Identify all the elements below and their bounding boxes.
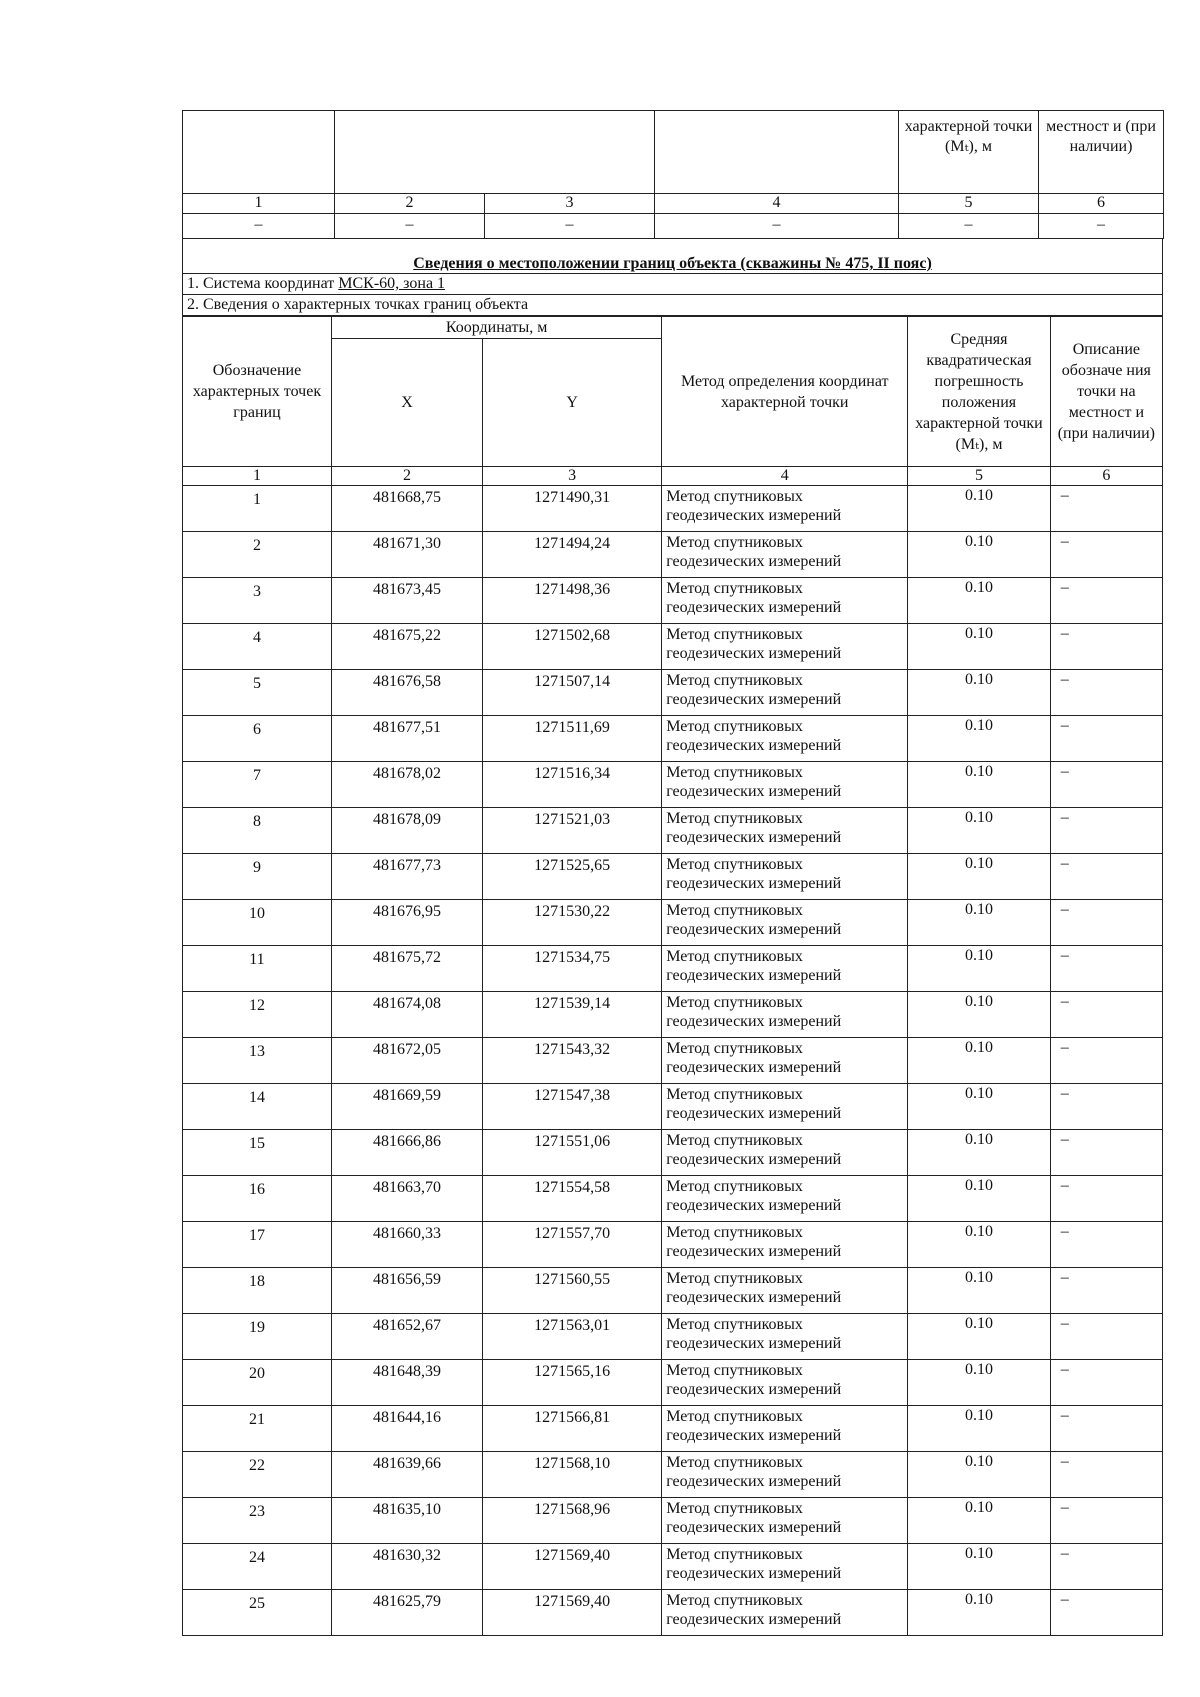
description-cell: –	[1050, 1130, 1162, 1176]
table-row	[183, 716, 1163, 762]
prev-header-description: местност и (при наличии)	[1039, 111, 1164, 194]
method-cell: Метод спутниковых геодезических измерений	[662, 1498, 908, 1544]
description-cell: –	[1050, 1084, 1162, 1130]
previous-table-number-row	[183, 194, 1164, 214]
coord-y: 1271502,68	[483, 624, 662, 670]
method-cell: Метод спутниковых геодезических измерений	[662, 992, 908, 1038]
table-row	[183, 1360, 1163, 1406]
table-row	[183, 486, 1163, 532]
coord-x: 481678,02	[331, 762, 482, 808]
method-cell: Метод спутниковых геодезических измерений	[662, 486, 908, 532]
description-cell: –	[1050, 486, 1162, 532]
point-number: 8	[183, 808, 332, 854]
coordinate-system-value: МСК-60, зона 1	[338, 275, 446, 292]
coord-y: 1271565,16	[483, 1360, 662, 1406]
coord-y: 1271525,65	[483, 854, 662, 900]
section-header	[182, 239, 1163, 316]
coord-y: 1271521,03	[483, 808, 662, 854]
header-description: Описание обозначе ния точки на местност и (при наличии)	[1050, 317, 1162, 467]
point-number: 13	[183, 1038, 332, 1084]
prev-col-number: 5	[899, 194, 1039, 214]
table-row	[183, 578, 1163, 624]
prev-dash-cell: –	[655, 214, 899, 239]
coord-y: 1271563,01	[483, 1314, 662, 1360]
prev-col-number: 4	[655, 194, 899, 214]
coord-x: 481676,95	[331, 900, 482, 946]
point-number: 11	[183, 946, 332, 992]
prev-col-number: 6	[1039, 194, 1164, 214]
point-number: 19	[183, 1314, 332, 1360]
point-number: 21	[183, 1406, 332, 1452]
point-number: 2	[183, 532, 332, 578]
coord-x: 481666,86	[331, 1130, 482, 1176]
description-cell: –	[1050, 670, 1162, 716]
prev-header-accuracy: характерной точки (Mₜ), м	[899, 111, 1039, 194]
table-row	[183, 992, 1163, 1038]
table-row	[183, 808, 1163, 854]
coord-x: 481668,75	[331, 486, 482, 532]
coord-x: 481676,58	[331, 670, 482, 716]
description-cell: –	[1050, 578, 1162, 624]
coord-y: 1271494,24	[483, 532, 662, 578]
coord-x: 481672,05	[331, 1038, 482, 1084]
table-row	[183, 1176, 1163, 1222]
coord-x: 481639,66	[331, 1452, 482, 1498]
table-row	[183, 532, 1163, 578]
point-number: 9	[183, 854, 332, 900]
point-number: 5	[183, 670, 332, 716]
method-cell: Метод спутниковых геодезических измерений	[662, 762, 908, 808]
coord-y: 1271568,96	[483, 1498, 662, 1544]
table-row	[183, 1314, 1163, 1360]
point-number: 7	[183, 762, 332, 808]
point-number: 12	[183, 992, 332, 1038]
method-cell: Метод спутниковых геодезических измерений	[662, 854, 908, 900]
accuracy-cell: 0.10	[908, 992, 1050, 1038]
coord-x: 481673,45	[331, 578, 482, 624]
column-number: 1	[183, 467, 332, 486]
accuracy-cell: 0.10	[908, 1544, 1050, 1590]
method-cell: Метод спутниковых геодезических измерений	[662, 670, 908, 716]
description-cell: –	[1050, 1314, 1162, 1360]
coord-x: 481663,70	[331, 1176, 482, 1222]
coord-x: 481671,30	[331, 532, 482, 578]
prev-dash-cell: –	[1039, 214, 1164, 239]
prev-dash-cell: –	[335, 214, 485, 239]
previous-table-header-row	[183, 111, 1164, 194]
point-number: 23	[183, 1498, 332, 1544]
prev-header-cell-1	[183, 111, 335, 194]
point-number: 4	[183, 624, 332, 670]
accuracy-cell: 0.10	[908, 1452, 1050, 1498]
accuracy-cell: 0.10	[908, 1498, 1050, 1544]
prev-dash-cell: –	[899, 214, 1039, 239]
boundary-points-table	[182, 316, 1163, 1636]
description-cell: –	[1050, 1544, 1162, 1590]
header-method: Метод определения координат характерной точки	[662, 317, 908, 467]
table-body	[183, 486, 1163, 1636]
method-cell: Метод спутниковых геодезических измерений	[662, 1452, 908, 1498]
coord-x: 481635,10	[331, 1498, 482, 1544]
description-cell: –	[1050, 946, 1162, 992]
column-number: 6	[1050, 467, 1162, 486]
accuracy-cell: 0.10	[908, 1360, 1050, 1406]
accuracy-cell: 0.10	[908, 1084, 1050, 1130]
method-cell: Метод спутниковых геодезических измерений	[662, 1084, 908, 1130]
description-cell: –	[1050, 624, 1162, 670]
table-row	[183, 1406, 1163, 1452]
method-cell: Метод спутниковых геодезических измерений	[662, 1176, 908, 1222]
table-row	[183, 624, 1163, 670]
table-row	[183, 1590, 1163, 1636]
table-row	[183, 946, 1163, 992]
method-cell: Метод спутниковых геодезических измерений	[662, 624, 908, 670]
section-title: Сведения о местоположении границ объекта (скважины № 475, II пояс)	[183, 239, 1163, 274]
table-row	[183, 1084, 1163, 1130]
accuracy-cell: 0.10	[908, 532, 1050, 578]
coord-x: 481656,59	[331, 1268, 482, 1314]
coord-x: 481675,72	[331, 946, 482, 992]
previous-table-dash-row	[183, 214, 1164, 239]
coord-y: 1271560,55	[483, 1268, 662, 1314]
prev-dash-cell: –	[183, 214, 335, 239]
coord-x: 481678,09	[331, 808, 482, 854]
description-cell: –	[1050, 1498, 1162, 1544]
column-number-row	[183, 467, 1163, 486]
accuracy-cell: 0.10	[908, 1268, 1050, 1314]
coord-x: 481675,22	[331, 624, 482, 670]
accuracy-cell: 0.10	[908, 670, 1050, 716]
accuracy-cell: 0.10	[908, 900, 1050, 946]
prev-header-cell-2	[335, 111, 655, 194]
column-number: 3	[483, 467, 662, 486]
accuracy-cell: 0.10	[908, 624, 1050, 670]
accuracy-cell: 0.10	[908, 486, 1050, 532]
column-number: 2	[331, 467, 482, 486]
accuracy-cell: 0.10	[908, 1130, 1050, 1176]
description-cell: –	[1050, 900, 1162, 946]
point-number: 14	[183, 1084, 332, 1130]
coord-x: 481677,51	[331, 716, 482, 762]
point-number: 6	[183, 716, 332, 762]
table-row	[183, 1544, 1163, 1590]
accuracy-cell: 0.10	[908, 762, 1050, 808]
coord-x: 481674,08	[331, 992, 482, 1038]
method-cell: Метод спутниковых геодезических измерений	[662, 1590, 908, 1636]
description-cell: –	[1050, 1176, 1162, 1222]
accuracy-cell: 0.10	[908, 1038, 1050, 1084]
description-cell: –	[1050, 854, 1162, 900]
description-cell: –	[1050, 1452, 1162, 1498]
method-cell: Метод спутниковых геодезических измерений	[662, 900, 908, 946]
description-cell: –	[1050, 1222, 1162, 1268]
accuracy-cell: 0.10	[908, 1406, 1050, 1452]
prev-col-number: 2	[335, 194, 485, 214]
method-cell: Метод спутниковых геодезических измерений	[662, 1406, 908, 1452]
method-cell: Метод спутниковых геодезических измерений	[662, 578, 908, 624]
method-cell: Метод спутниковых геодезических измерений	[662, 1314, 908, 1360]
table-row	[183, 1452, 1163, 1498]
table-row	[183, 1130, 1163, 1176]
method-cell: Метод спутниковых геодезических измерений	[662, 1038, 908, 1084]
description-cell: –	[1050, 1590, 1162, 1636]
header-accuracy: Средняя квадратическая погрешность положения характерной точки (Mₜ), м	[908, 317, 1050, 467]
method-cell: Метод спутниковых геодезических измерений	[662, 716, 908, 762]
header-point-label: Обозначение характерных точек границ	[183, 317, 332, 467]
prev-col-number: 3	[485, 194, 655, 214]
table-row	[183, 1268, 1163, 1314]
table-row	[183, 900, 1163, 946]
table-row	[183, 1498, 1163, 1544]
point-number: 3	[183, 578, 332, 624]
description-cell: –	[1050, 762, 1162, 808]
table-row	[183, 854, 1163, 900]
prev-col-number: 1	[183, 194, 335, 214]
method-cell: Метод спутниковых геодезических измерений	[662, 946, 908, 992]
coord-x: 481652,67	[331, 1314, 482, 1360]
description-cell: –	[1050, 532, 1162, 578]
point-number: 25	[183, 1590, 332, 1636]
coord-x: 481644,16	[331, 1406, 482, 1452]
coord-x: 481648,39	[331, 1360, 482, 1406]
previous-table-continuation	[182, 110, 1164, 239]
point-number: 16	[183, 1176, 332, 1222]
coord-y: 1271516,34	[483, 762, 662, 808]
table-row	[183, 1038, 1163, 1084]
column-number: 5	[908, 467, 1050, 486]
accuracy-cell: 0.10	[908, 854, 1050, 900]
coord-y: 1271547,38	[483, 1084, 662, 1130]
point-number: 10	[183, 900, 332, 946]
coord-y: 1271566,81	[483, 1406, 662, 1452]
prev-dash-cell: –	[485, 214, 655, 239]
accuracy-cell: 0.10	[908, 1222, 1050, 1268]
accuracy-cell: 0.10	[908, 716, 1050, 762]
coordinate-system-line: 1. Система координат МСК-60, зона 1	[183, 274, 1163, 295]
coord-y: 1271551,06	[483, 1130, 662, 1176]
table-row	[183, 1222, 1163, 1268]
point-number: 18	[183, 1268, 332, 1314]
document-page	[182, 110, 1163, 1636]
column-number: 4	[662, 467, 908, 486]
coord-y: 1271530,22	[483, 900, 662, 946]
coord-x: 481677,73	[331, 854, 482, 900]
method-cell: Метод спутниковых геодезических измерений	[662, 1130, 908, 1176]
coord-y: 1271557,70	[483, 1222, 662, 1268]
coord-y: 1271498,36	[483, 578, 662, 624]
point-number: 20	[183, 1360, 332, 1406]
coord-x: 481669,59	[331, 1084, 482, 1130]
header-y: Y	[483, 339, 662, 467]
accuracy-cell: 0.10	[908, 808, 1050, 854]
coord-y: 1271543,32	[483, 1038, 662, 1084]
points-info-line: 2. Сведения о характерных точках границ объекта	[183, 295, 1163, 316]
coord-y: 1271490,31	[483, 486, 662, 532]
point-number: 24	[183, 1544, 332, 1590]
accuracy-cell: 0.10	[908, 1314, 1050, 1360]
coord-x: 481630,32	[331, 1544, 482, 1590]
coord-x: 481660,33	[331, 1222, 482, 1268]
coord-y: 1271511,69	[483, 716, 662, 762]
description-cell: –	[1050, 992, 1162, 1038]
accuracy-cell: 0.10	[908, 1176, 1050, 1222]
method-cell: Метод спутниковых геодезических измерений	[662, 1360, 908, 1406]
point-number: 15	[183, 1130, 332, 1176]
coord-y: 1271507,14	[483, 670, 662, 716]
coord-y: 1271534,75	[483, 946, 662, 992]
accuracy-cell: 0.10	[908, 946, 1050, 992]
table-row	[183, 762, 1163, 808]
point-number: 17	[183, 1222, 332, 1268]
header-x: X	[331, 339, 482, 467]
coord-y: 1271568,10	[483, 1452, 662, 1498]
point-number: 1	[183, 486, 332, 532]
method-cell: Метод спутниковых геодезических измерений	[662, 808, 908, 854]
coord-y: 1271569,40	[483, 1590, 662, 1636]
coord-x: 481625,79	[331, 1590, 482, 1636]
description-cell: –	[1050, 1360, 1162, 1406]
header-coordinates: Координаты, м	[331, 317, 661, 339]
coord-y: 1271539,14	[483, 992, 662, 1038]
description-cell: –	[1050, 1038, 1162, 1084]
method-cell: Метод спутниковых геодезических измерений	[662, 1222, 908, 1268]
accuracy-cell: 0.10	[908, 578, 1050, 624]
point-number: 22	[183, 1452, 332, 1498]
coord-y: 1271569,40	[483, 1544, 662, 1590]
coord-y: 1271554,58	[483, 1176, 662, 1222]
accuracy-cell: 0.10	[908, 1590, 1050, 1636]
method-cell: Метод спутниковых геодезических измерений	[662, 1268, 908, 1314]
prev-header-cell-4	[655, 111, 899, 194]
description-cell: –	[1050, 1268, 1162, 1314]
description-cell: –	[1050, 808, 1162, 854]
description-cell: –	[1050, 716, 1162, 762]
description-cell: –	[1050, 1406, 1162, 1452]
method-cell: Метод спутниковых геодезических измерений	[662, 1544, 908, 1590]
table-row	[183, 670, 1163, 716]
method-cell: Метод спутниковых геодезических измерений	[662, 532, 908, 578]
